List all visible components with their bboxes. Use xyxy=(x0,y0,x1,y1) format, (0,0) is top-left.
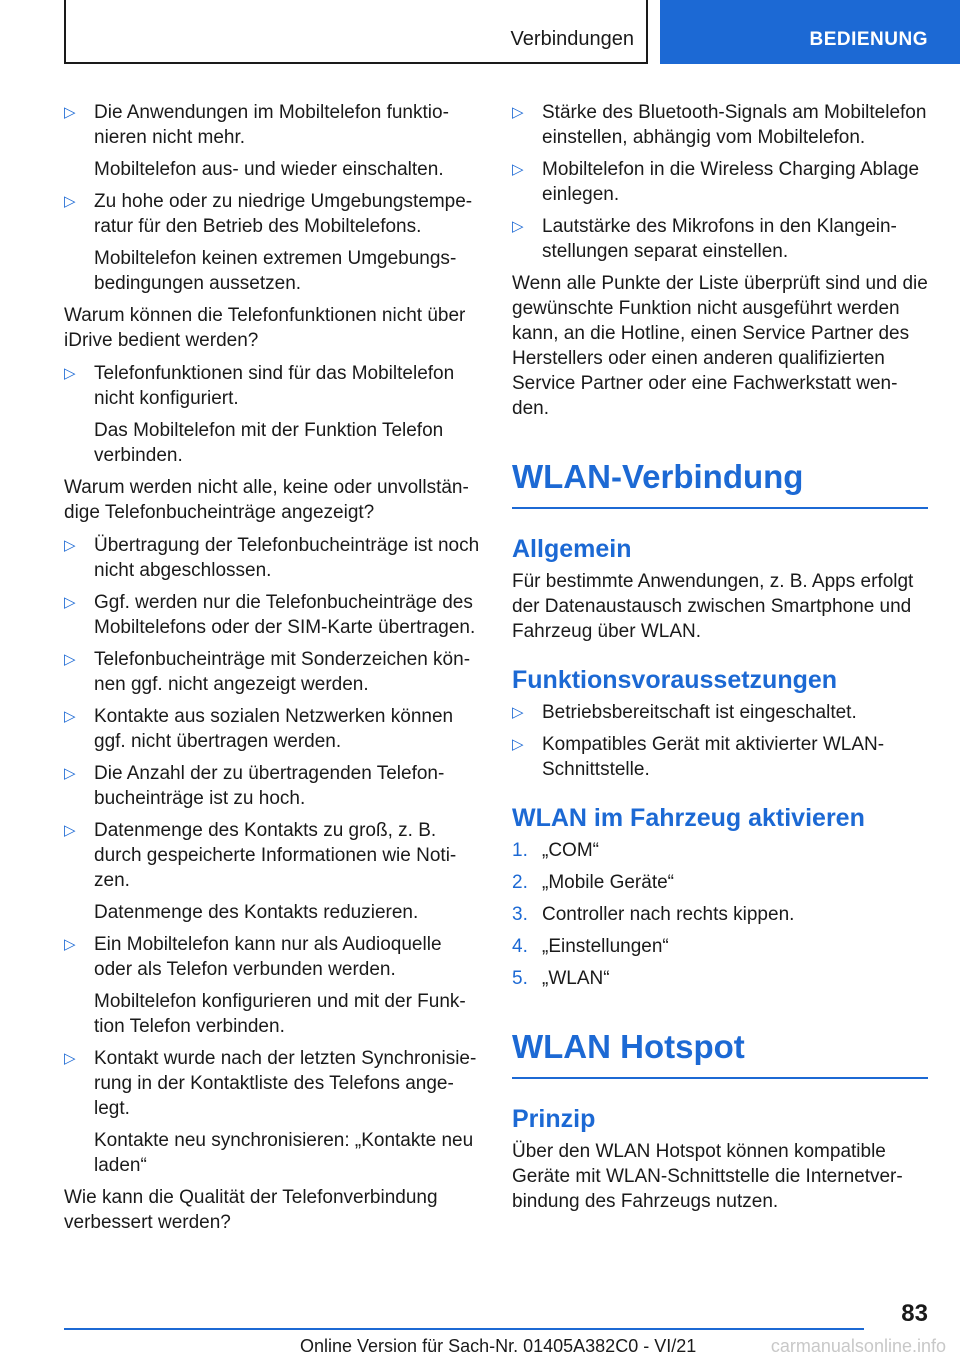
hotline-paragraph: Wenn alle Punkte der Liste überprüft sind und die gewünschte Funktion nicht ausgeführt werden kann, an die Hotline, einen Service Partner des Herstellers oder einen anderen qualifizierten Service Partner oder eine Fachwerkstatt wenden. xyxy=(512,273,928,419)
step-number: 1. xyxy=(512,840,528,861)
bullet-text: Die Anzahl der zu übertragenden Telefonbucheinträge ist zu hoch. xyxy=(94,763,445,809)
bullet-text: Übertragung der Telefonbucheinträge ist noch nicht abgeschlossen. xyxy=(94,535,480,581)
bullet-text: Betriebsbereitschaft ist eingeschaltet. xyxy=(542,702,857,723)
triangle-right-outline-icon: ▷ xyxy=(64,1050,76,1067)
question-paragraph: Wie kann die Qualität der Telefonverbindung verbessert werden? xyxy=(64,1187,438,1233)
step-item xyxy=(512,934,928,959)
list-item xyxy=(512,157,928,207)
page-number: 83 xyxy=(901,1300,928,1327)
question-paragraph: Warum können die Telefonfunktionen nicht über iDrive bedient werden? xyxy=(64,305,466,351)
remedy-text: Mobiltelefon keinen extremen Umgebungsbedingungen aussetzen. xyxy=(94,248,457,294)
bullet-text: Stärke des Bluetooth-Signals am Mobiltelefon einstellen, abhängig vom Mobiltelefon. xyxy=(542,102,927,148)
step-number: 3. xyxy=(512,904,528,925)
list-item xyxy=(512,214,928,264)
bullet-text: Zu hohe oder zu niedrige Umgebungstemperatur für den Betrieb des Mobiltelefons. xyxy=(94,191,473,237)
triangle-right-outline-icon: ▷ xyxy=(64,651,76,668)
step-text: „Mobile Geräte“ xyxy=(542,872,674,893)
list-item xyxy=(64,533,482,583)
step-number: 5. xyxy=(512,968,528,989)
step-number: 4. xyxy=(512,936,528,957)
step-text: „Einstellungen“ xyxy=(542,936,669,957)
requirements-list xyxy=(512,700,928,782)
triangle-right-outline-icon: ▷ xyxy=(512,218,524,235)
remedy-text: Datenmenge des Kontakts reduzieren. xyxy=(94,902,419,923)
header-section-tab[interactable] xyxy=(660,0,960,64)
general-paragraph: Für bestimmte Anwendungen, z. B. Apps erfolgt der Datenaustausch zwischen Smartphone und Fahrzeug über WLAN. xyxy=(512,571,914,642)
bullet-text: Kompatibles Gerät mit aktivierter WLAN-Schnittstelle. xyxy=(542,734,885,780)
bullet-text: Die Anwendungen im Mobiltelefon funktionieren nicht mehr. xyxy=(94,102,449,148)
list-item xyxy=(64,361,482,411)
triangle-right-outline-icon: ▷ xyxy=(64,365,76,382)
list-item xyxy=(512,100,928,150)
triangle-right-outline-icon: ▷ xyxy=(64,708,76,725)
triangle-right-outline-icon: ▷ xyxy=(512,161,524,178)
activate-wlan-heading: WLAN im Fahrzeug aktivieren xyxy=(512,804,865,832)
list-item xyxy=(64,761,482,811)
wlan-hotspot-heading: WLAN Hotspot xyxy=(512,1025,928,1079)
list-item xyxy=(64,704,482,754)
list-item xyxy=(64,189,482,239)
bullet-text: Telefonfunktionen sind für das Mobiltelefon nicht konfiguriert. xyxy=(94,363,455,409)
principle-heading: Prinzip xyxy=(512,1105,596,1133)
triangle-right-outline-icon: ▷ xyxy=(64,104,76,121)
bluetooth-tips-list xyxy=(512,100,928,264)
bullet-text: Kontakte aus sozialen Netzwerken können ggf. nicht übertragen werden. xyxy=(94,706,454,752)
footer-version-text: Online Version für Sach-Nr. 01405A382C0 - VI/21 xyxy=(300,1336,697,1356)
requirements-heading: Funktionsvoraussetzungen xyxy=(512,666,838,694)
remedy-text: Mobiltelefon aus- und wieder einschalten. xyxy=(94,159,444,180)
step-text: „WLAN“ xyxy=(542,968,610,989)
left-column xyxy=(64,100,482,1243)
bullet-text: Ggf. werden nur die Telefonbucheinträge des Mobiltelefons oder der SIM-Karte übertragen. xyxy=(94,592,476,638)
triangle-right-outline-icon: ▷ xyxy=(512,736,524,753)
triangle-right-outline-icon: ▷ xyxy=(64,822,76,839)
triangle-right-outline-icon: ▷ xyxy=(512,104,524,121)
step-item xyxy=(512,870,928,895)
bullet-text: Datenmenge des Kontakts zu groß, z. B. durch gespeicherte Informationen wie Notizen. xyxy=(94,820,457,891)
right-column xyxy=(512,100,928,1222)
remedy-text: Mobiltelefon konfigurieren und mit der Funktion Telefon verbinden. xyxy=(94,991,466,1037)
step-item xyxy=(512,838,928,863)
step-text: Controller nach rechts kippen. xyxy=(542,904,795,925)
triangle-right-outline-icon: ▷ xyxy=(512,704,524,721)
list-item xyxy=(64,932,482,982)
remedy-text: Kontakte neu synchronisieren: „Kontakte neu laden“ xyxy=(94,1130,474,1176)
triangle-right-outline-icon: ▷ xyxy=(64,193,76,210)
activation-steps-list xyxy=(512,838,928,991)
list-item xyxy=(512,700,928,725)
bullet-text: Lautstärke des Mikrofons in den Klangeinstellungen separat einstellen. xyxy=(542,216,897,262)
step-number: 2. xyxy=(512,872,528,893)
question-paragraph: Warum werden nicht alle, keine oder unvollständige Telefonbucheinträge angezeigt? xyxy=(64,477,469,523)
list-item xyxy=(64,647,482,697)
bullet-text: Mobiltelefon in die Wireless Charging Ablage einlegen. xyxy=(542,159,920,205)
step-text: „COM“ xyxy=(542,840,599,861)
wlan-connection-heading: WLAN-Verbindung xyxy=(512,455,928,509)
triangle-right-outline-icon: ▷ xyxy=(64,765,76,782)
section-title: BEDIENUNG xyxy=(809,29,928,50)
list-item xyxy=(512,732,928,782)
header-chapter-box xyxy=(64,0,648,64)
bullet-text: Kontakt wurde nach der letzten Synchronisierung in der Kontaktliste des Telefons angelegt. xyxy=(94,1048,477,1119)
list-item xyxy=(64,818,482,893)
bullet-text: Ein Mobiltelefon kann nur als Audioquelle oder als Telefon verbunden werden. xyxy=(94,934,442,980)
triangle-right-outline-icon: ▷ xyxy=(64,537,76,554)
triangle-right-outline-icon: ▷ xyxy=(64,594,76,611)
list-item xyxy=(64,100,482,150)
remedy-text: Das Mobiltelefon mit der Funktion Telefon verbinden. xyxy=(94,420,444,466)
watermark-text: carmanualsonline.info xyxy=(770,1336,946,1356)
step-item xyxy=(512,902,928,927)
general-heading: Allgemein xyxy=(512,535,632,563)
triangle-right-outline-icon: ▷ xyxy=(64,936,76,953)
bullet-text: Telefonbucheinträge mit Sonderzeichen können ggf. nicht angezeigt werden. xyxy=(94,649,471,695)
list-item xyxy=(64,1046,482,1121)
principle-paragraph: Über den WLAN Hotspot können kompatible Geräte mit WLAN-Schnittstelle die Internetverbindung des Fahrzeugs nutzen. xyxy=(512,1141,903,1212)
step-item xyxy=(512,966,928,991)
list-item xyxy=(64,590,482,640)
chapter-title: Verbindungen xyxy=(510,28,634,50)
footer-divider xyxy=(64,1328,864,1330)
